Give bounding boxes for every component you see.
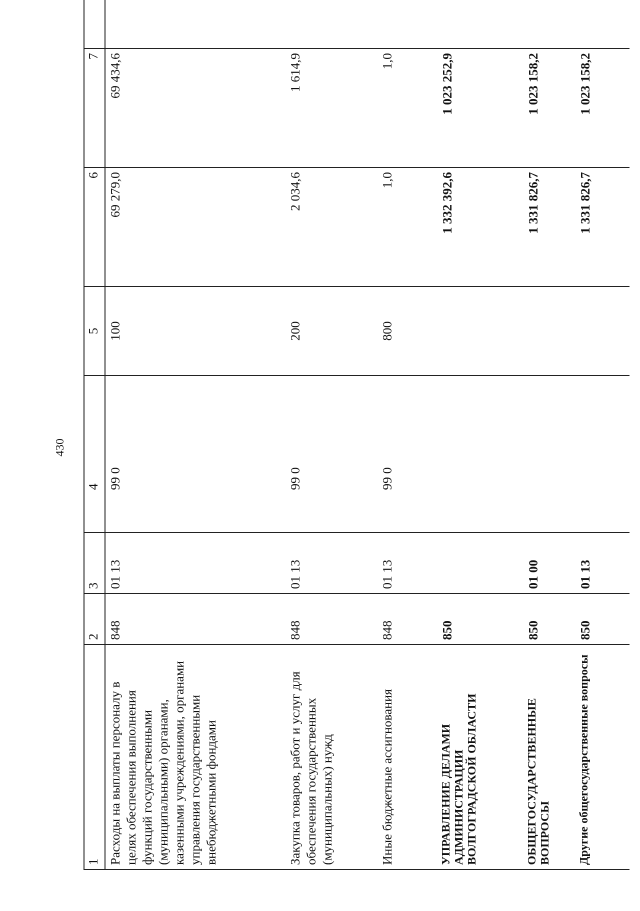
- cell-expense-type: [576, 287, 630, 376]
- cell-amount-2: 1 023 158,2: [524, 49, 576, 168]
- cell-name: УПРАВЛЕНИЕ ДЕЛАМИ АДМИНИСТРАЦИИ ВОЛГОГРАДСКОЙ ОБЛАСТИ: [438, 645, 524, 870]
- cell-amount-3: [378, 0, 438, 49]
- cell-amount-1: 69 279,0: [105, 168, 286, 287]
- cell-section: [438, 533, 524, 594]
- header-col-7: 7: [84, 49, 105, 168]
- cell-amount-2: 1,0: [378, 49, 438, 168]
- table-header-row: [84, 0, 105, 870]
- budget-table-wrapper: [84, 40, 629, 870]
- cell-ministry: 848: [378, 594, 438, 645]
- table-row: [105, 0, 286, 870]
- cell-amount-1: 1 332 392,6: [438, 168, 524, 287]
- header-col-8: [84, 0, 105, 49]
- cell-name: ОБЩЕГОСУДАРСТВЕННЫЕ ВОПРОСЫ: [524, 645, 576, 870]
- cell-amount-3: [438, 0, 524, 49]
- cell-name: Иные бюджетные ассигнования: [378, 645, 438, 870]
- cell-expense-type: 800: [378, 287, 438, 376]
- header-col-4: 4: [84, 376, 105, 533]
- cell-expense-type: [438, 287, 524, 376]
- cell-section: 01 00: [524, 533, 576, 594]
- cell-target: [524, 376, 576, 533]
- cell-name: Закупка товаров, работ и услуг для обеспечения государственных (муниципальных) нужд: [286, 645, 378, 870]
- budget-table: [84, 0, 630, 870]
- header-col-2: 2: [84, 594, 105, 645]
- cell-amount-3: [524, 0, 576, 49]
- cell-amount-3: [286, 0, 378, 49]
- table-row: [438, 0, 524, 870]
- cell-amount-2: 69 434,6: [105, 49, 286, 168]
- cell-amount-2: 1 023 158,2: [576, 49, 630, 168]
- cell-amount-1: 1 331 826,7: [524, 168, 576, 287]
- cell-name: Расходы на выплаты персоналу в целях обеспечения выполнения функций государственными (муниципальными) органами, казенными учреждениями, органами управления государственными внебюджетными фондами: [105, 645, 286, 870]
- cell-target: 99 0: [105, 376, 286, 533]
- table-row: [576, 0, 630, 870]
- header-col-5: 5: [84, 287, 105, 376]
- cell-section: 01 13: [576, 533, 630, 594]
- cell-section: 01 13: [378, 533, 438, 594]
- cell-amount-2: 1 614,9: [286, 49, 378, 168]
- cell-target: [576, 376, 630, 533]
- cell-expense-type: 100: [105, 287, 286, 376]
- cell-amount-1: 1,0: [378, 168, 438, 287]
- cell-amount-2: 1 023 252,9: [438, 49, 524, 168]
- header-col-6: 6: [84, 168, 105, 287]
- cell-expense-type: 200: [286, 287, 378, 376]
- header-col-1: 1: [84, 645, 105, 870]
- cell-section: 01 13: [286, 533, 378, 594]
- cell-target: [438, 376, 524, 533]
- cell-amount-3: [105, 0, 286, 49]
- page-number: 430: [52, 438, 67, 457]
- cell-ministry: 850: [438, 594, 524, 645]
- cell-ministry: 850: [524, 594, 576, 645]
- cell-name: Другие общегосударственные вопросы: [576, 645, 630, 870]
- cell-amount-1: 1 331 826,7: [576, 168, 630, 287]
- cell-amount-3: [576, 0, 630, 49]
- cell-section: 01 13: [105, 533, 286, 594]
- cell-target: 99 0: [378, 376, 438, 533]
- cell-expense-type: [524, 287, 576, 376]
- cell-target: 99 0: [286, 376, 378, 533]
- header-col-3: 3: [84, 533, 105, 594]
- cell-ministry: 850: [576, 594, 630, 645]
- table-row: [378, 0, 438, 870]
- table-row: [286, 0, 378, 870]
- cell-amount-1: 2 034,6: [286, 168, 378, 287]
- cell-ministry: 848: [286, 594, 378, 645]
- cell-ministry: 848: [105, 594, 286, 645]
- table-row: [524, 0, 576, 870]
